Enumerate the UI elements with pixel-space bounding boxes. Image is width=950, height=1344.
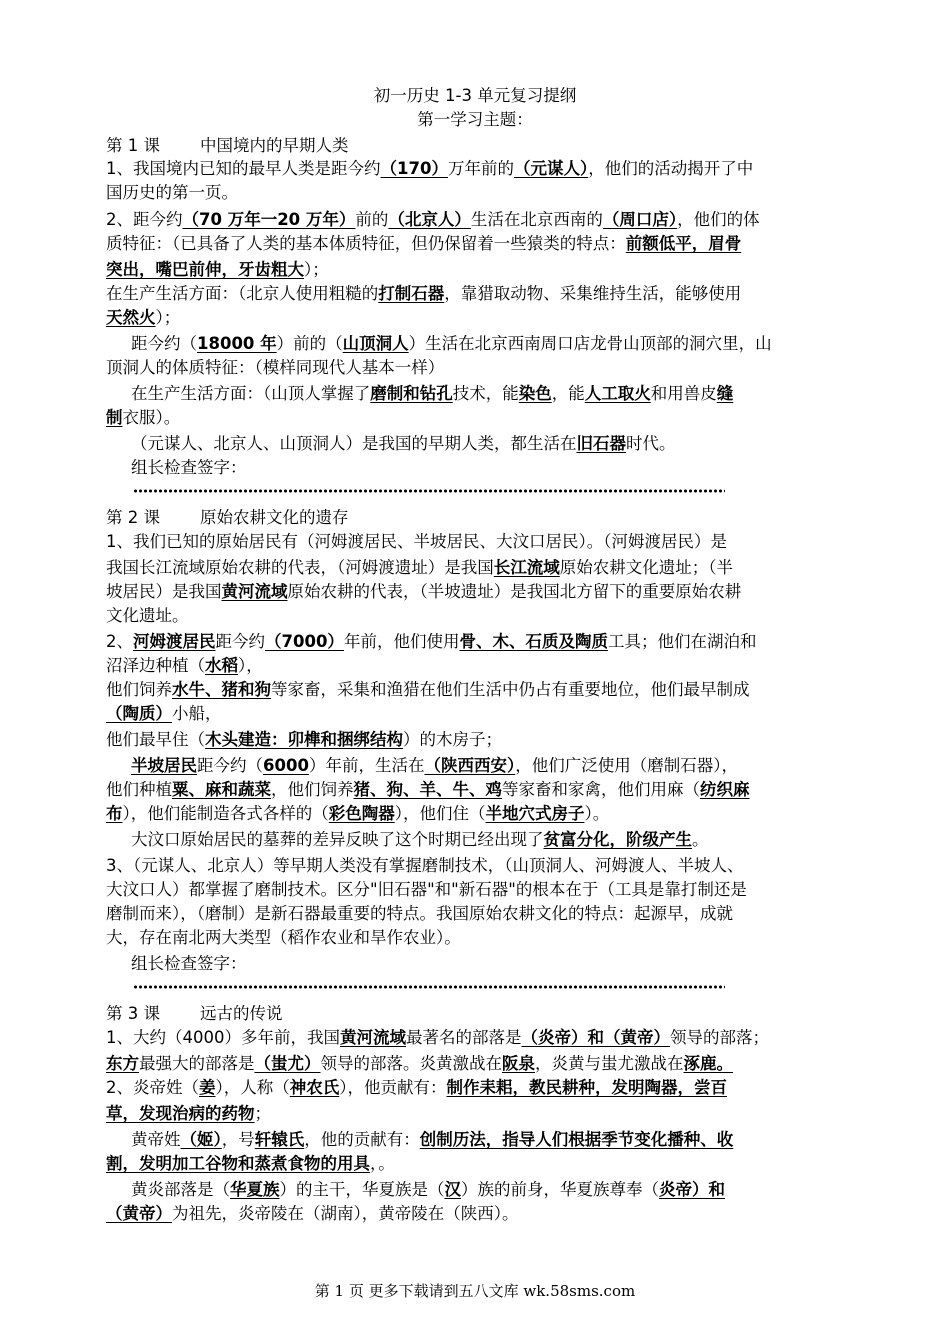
key-term: 阪泉	[502, 1054, 535, 1073]
text-run: 为祖先，炎帝陵在（湖南），黄帝陵在（陕西）。	[172, 1204, 519, 1223]
text-run: 坡居民）是我国	[106, 582, 222, 601]
text-run: 他们饲养	[106, 680, 172, 699]
lesson2-line	[106, 580, 741, 604]
text-run: 大汶口原始居民的墓葬的差异反映了这个时期已经出现了	[131, 830, 544, 849]
key-term: 半地穴式房子	[485, 804, 585, 823]
text-run: ，能	[551, 384, 585, 403]
key-term: （170）	[380, 159, 448, 178]
lesson2-number: 第 2 课	[106, 508, 160, 527]
lesson2-name: 原始农耕文化的遗存	[200, 508, 349, 527]
lesson1-line	[106, 258, 329, 282]
key-term: 草，发现治病的药物	[106, 1104, 255, 1123]
text-run: 小船，	[172, 704, 222, 723]
text-run: 2、炎帝姓（	[106, 1078, 199, 1097]
text-run: ，靠猎取动物、采集维持生活，能够使用	[444, 284, 742, 303]
key-term: 汉	[444, 1180, 461, 1199]
text-run: 1、大约（4000）多年前，我国	[106, 1028, 340, 1047]
lesson2-line	[106, 556, 733, 580]
text-run: 年前，他们使用	[343, 632, 460, 651]
text-run: 工具；他们在湖泊和	[607, 632, 757, 651]
key-term: （周口店）	[602, 210, 678, 229]
text-run: 国历史的第一页。	[106, 183, 238, 202]
key-term: 染色	[518, 384, 552, 403]
text-run: 2、	[106, 632, 133, 651]
key-term: 纺织麻	[700, 780, 750, 799]
text-run: 等家畜，采集和渔猎在他们生活中仍占有重要地位，他们最早制成	[271, 680, 750, 699]
key-term: 水稻	[205, 656, 238, 675]
key-term: 华夏族	[230, 1180, 280, 1199]
key-term: 制	[106, 408, 123, 427]
key-term: 半坡居民	[131, 756, 197, 775]
key-term: 涿鹿。	[683, 1054, 733, 1073]
text-run: ，他们的活动揭开了中	[588, 159, 754, 178]
lesson2-line	[106, 878, 747, 902]
text-run: ），他贡献有：	[339, 1078, 447, 1097]
text-run: ；	[254, 1104, 271, 1123]
text-run: ，。	[370, 1154, 395, 1173]
lesson3-line	[106, 1076, 727, 1100]
key-term: 人工取火	[584, 384, 651, 403]
dotted-divider	[133, 985, 725, 989]
lesson1-line	[106, 208, 760, 232]
key-term: 旧石器	[576, 434, 626, 453]
text-run: 生活在北京西南的	[470, 210, 603, 229]
lesson3-line	[106, 1026, 769, 1050]
key-term: 水牛、猪和狗	[172, 680, 271, 699]
text-run: ）生活在北京西南周口店龙骨山顶部的洞穴里，山	[408, 334, 772, 353]
text-run: 顶洞人的体质特征：（模样同现代人基本一样）	[106, 358, 445, 377]
key-term: 粟、麻和蔬菜	[172, 780, 271, 799]
text-run: 质特征：（已具备了人类的基本体质特征，但仍保留着一些猿类的特点：	[106, 234, 626, 253]
text-run: 技术，能	[452, 384, 519, 403]
text-run: ），他们住（	[394, 804, 486, 823]
lesson2-line	[106, 630, 756, 654]
page-footer: 第 1 页 更多下载请到五八文库 wk.58sms.com	[314, 1282, 636, 1300]
text-run: 黄炎部落是（	[131, 1180, 230, 1199]
lesson3-line	[106, 1152, 395, 1176]
text-run: 在生产生活方面：（山顶人掌握了	[131, 384, 371, 403]
lesson2-line	[106, 728, 502, 752]
text-run: 万年前的	[447, 159, 514, 178]
lesson1-heading	[106, 134, 349, 158]
key-term: （黄帝）	[106, 1204, 172, 1223]
key-term: 黄河流域	[340, 1028, 406, 1047]
lesson2-line	[131, 828, 709, 852]
text-run: 领导的部落；	[670, 1028, 769, 1047]
text-run: ），人称（	[215, 1078, 290, 1097]
key-term: 山顶洞人	[342, 334, 409, 353]
lesson2-line	[106, 926, 461, 950]
key-term: 缝	[716, 384, 734, 403]
text-run: 文化遗址。	[106, 606, 189, 625]
lesson2-heading	[106, 506, 349, 530]
lesson2-line	[106, 678, 750, 702]
lesson2-line	[106, 654, 263, 678]
lesson1-line	[106, 232, 741, 256]
text-run: 距今约	[215, 632, 265, 651]
key-term: 割，发明加工谷物和蒸煮食物的用具	[106, 1154, 370, 1173]
lesson1-line	[131, 332, 772, 356]
text-run: 1、我们已知的原始居民有（河姆渡居民、半坡居民、大汶口居民）。（河姆渡居民）是	[106, 532, 727, 551]
document-subtitle: 第一学习主题：	[417, 110, 533, 129]
text-run: ）；	[304, 260, 329, 279]
lesson3-heading	[106, 1002, 283, 1026]
text-run: ）前的（	[276, 334, 343, 353]
text-run: ，他们的体	[677, 210, 760, 229]
text-run: 大，存在南北两大类型（稻作农业和旱作农业）。	[106, 928, 461, 947]
text-run: 和用兽皮	[650, 384, 717, 403]
key-term: 木头建造：卯榫和捆绑结构	[205, 730, 403, 749]
key-term: 创制历法，指导人们根据季节变化播种、收	[419, 1130, 734, 1149]
key-term: 天然火	[106, 308, 156, 327]
key-term: （姬）	[180, 1130, 222, 1149]
text-run: 3、（元谋人、北京人）等早期人类没有掌握磨制技术，（山顶洞人、河姆渡人、半坡人、	[106, 856, 744, 875]
lesson1-line	[106, 406, 180, 430]
text-run: ）年前，生活在	[308, 756, 425, 775]
lesson1-number: 第 1 课	[106, 136, 160, 155]
text-run: 等家畜和家禽，他们用麻（	[502, 780, 700, 799]
text-run: 最著名的部落是	[406, 1028, 522, 1047]
lesson2-line	[106, 604, 189, 628]
lesson1-line	[106, 282, 741, 306]
text-run: ）族的前身，华夏族尊奉（	[461, 1180, 659, 1199]
lesson1-name: 中国境内的早期人类	[200, 136, 349, 155]
key-term: 彩色陶器	[328, 804, 395, 823]
lesson3-line	[131, 1178, 725, 1202]
text-run: （元谋人、北京人、山顶洞人）是我国的早期人类，都生活在	[131, 434, 577, 453]
text-run: ）；	[155, 308, 181, 327]
lesson3-number: 第 3 课	[106, 1004, 160, 1023]
sign-label: 组长检查签字：	[131, 954, 247, 973]
key-term: 布	[106, 804, 123, 823]
text-run: 前的	[355, 210, 389, 229]
lesson1-line	[106, 157, 753, 181]
text-run: ，他们饲养	[271, 780, 354, 799]
lesson2-line	[106, 854, 744, 878]
text-run: ，他的贡献有：	[304, 1130, 420, 1149]
lesson2-line	[131, 754, 738, 778]
key-term: 黄河流域	[221, 582, 288, 601]
lesson2-line	[106, 530, 727, 554]
key-term: 贫富分化，阶级产生	[543, 830, 692, 849]
text-run: 他们种植	[106, 780, 172, 799]
text-run: ）的木房子；	[403, 730, 502, 749]
text-run: 时代。	[626, 434, 676, 453]
sign-label: 组长检查签字：	[131, 458, 247, 477]
key-term: （蚩尤）	[254, 1054, 321, 1073]
text-run: ，号	[221, 1130, 255, 1149]
lesson1-line	[131, 382, 733, 406]
text-run: 原始农耕文化遗址；（半	[559, 558, 733, 577]
key-term: 打制石器	[378, 284, 445, 303]
key-term: 前额低平，眉骨	[625, 234, 742, 253]
text-run: 大汶口人）都掌握了磨制技术。区分"旧石器"和"新石器"的根本在于（工具是靠打制还是	[106, 880, 747, 899]
lesson2-line	[106, 902, 733, 926]
text-run: 黄帝姓	[131, 1130, 181, 1149]
text-run: ，炎黄与蚩尤激战在	[535, 1054, 684, 1073]
text-run: 领导的部落。炎黄激战在	[320, 1054, 502, 1073]
text-run: 1、我国境内已知的最早人类是距今约	[106, 159, 381, 178]
lesson3-line	[106, 1052, 733, 1076]
key-term: （北京人）	[388, 210, 471, 229]
key-term: 炎帝）和	[659, 1180, 725, 1199]
text-run: ，他们广泛使用（磨制石器），	[515, 756, 738, 775]
lesson1-line	[106, 356, 444, 380]
text-run: 在生产生活方面：（北京人使用粗糙的	[106, 284, 379, 303]
text-run: 磨制而来），（磨制）是新石器最重要的特点。我国原始农耕文化的特点：起源早，成就	[106, 904, 733, 923]
lesson1-line	[106, 181, 238, 205]
key-term: （炎帝）和（黄帝）	[521, 1028, 670, 1047]
key-term: 东方	[106, 1054, 139, 1073]
text-run: 我国长江流域原始农耕的代表，（河姆渡遗址）是我国	[106, 558, 494, 577]
text-run: 沼泽边种植（	[106, 656, 205, 675]
lesson3-name: 远古的传说	[200, 1004, 283, 1023]
lesson3-line	[106, 1102, 271, 1126]
key-term: （7000）	[265, 632, 344, 651]
lesson1-line	[131, 432, 676, 456]
lesson3-line	[106, 1202, 519, 1226]
text-run: ），	[238, 656, 263, 675]
key-term: （陶质）	[106, 704, 172, 723]
key-term: （陕西西安）	[424, 756, 516, 775]
dotted-divider	[133, 489, 725, 493]
key-term: 制作耒耜，教民耕种，发明陶器，尝百	[446, 1078, 727, 1097]
key-term: 姜	[199, 1078, 216, 1097]
text-run: 原始农耕的代表，（半坡遗址）是我国北方留下的重要原始农耕	[287, 582, 742, 601]
text-run: ）的主干，华夏族是（	[279, 1180, 445, 1199]
key-term: 骨、木、石质及陶质	[459, 632, 608, 651]
text-run: 。	[692, 830, 709, 849]
text-run: ），他们能制造各式各样的（	[122, 804, 329, 823]
text-run: 他们最早住（	[106, 730, 205, 749]
text-run: 衣服）。	[122, 408, 181, 427]
document-title: 初一历史 1-3 单元复习提纲	[373, 86, 577, 105]
text-run: 距今约（	[197, 756, 263, 775]
key-term: 神农氏	[289, 1078, 340, 1097]
key-term: 河姆渡居民	[133, 632, 216, 651]
text-run: 距今约（	[131, 334, 197, 353]
lesson1-line	[106, 306, 180, 330]
lesson2-line	[106, 702, 222, 726]
key-term: 磨制和钻孔	[370, 384, 453, 403]
lesson2-line	[106, 778, 750, 802]
key-term: 长江流域	[493, 558, 560, 577]
lesson2-line	[106, 802, 609, 826]
key-term: 18000 年	[197, 334, 277, 353]
key-term: 突出，嘴巴前伸，牙齿粗大	[106, 260, 304, 279]
key-term: （元谋人）	[513, 159, 589, 178]
lesson3-line	[131, 1128, 733, 1152]
key-term: 猪、狗、羊、牛、鸡	[353, 780, 502, 799]
text-run: ）。	[584, 804, 610, 823]
key-term: 轩辕氏	[254, 1130, 305, 1149]
text-run: 最强大的部落是	[139, 1054, 255, 1073]
key-term: （70 万年一20 万年）	[182, 210, 356, 229]
key-term: 6000	[263, 756, 309, 775]
text-run: 2、距今约	[106, 210, 183, 229]
